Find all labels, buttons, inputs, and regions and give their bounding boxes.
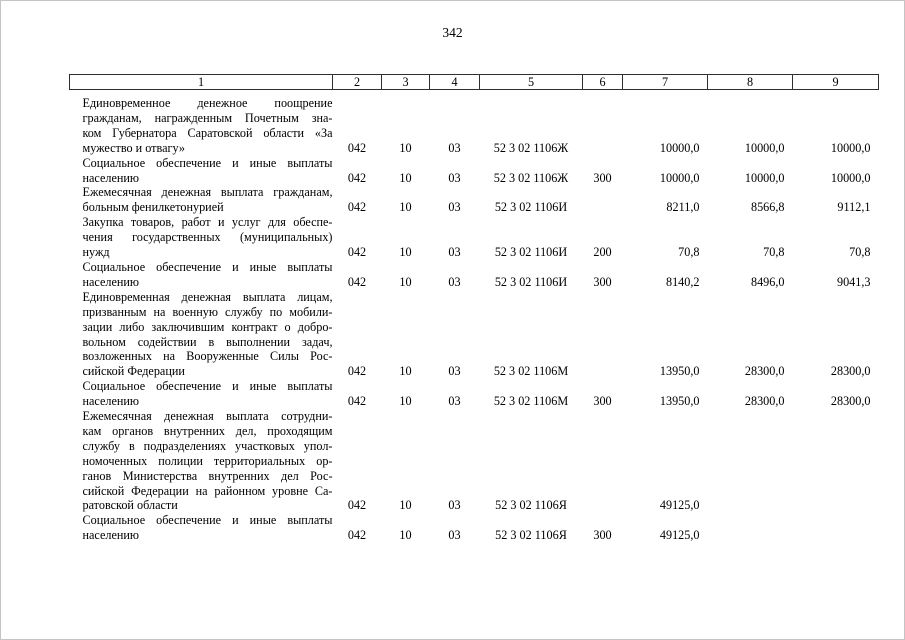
cell-col7: 10000,0 xyxy=(659,170,700,185)
header-cell-3: 3 xyxy=(382,75,430,90)
cell-col9: 10000,0 xyxy=(830,170,871,185)
cell-col7: 10000,0 xyxy=(659,140,700,155)
item-name-line: чения государственных (муниципальных) xyxy=(82,230,333,245)
item-name-line: Единовременное денежное поощрение xyxy=(82,96,333,110)
cell-col2: 042 xyxy=(347,200,367,215)
item-name-cell xyxy=(70,379,333,409)
cell-col5: 52 3 02 1106И xyxy=(494,245,568,260)
item-name-line: населению xyxy=(82,274,140,289)
item-name-cell xyxy=(70,90,333,156)
cell-col3: 10 xyxy=(399,140,412,155)
header-cell-5: 5 xyxy=(480,75,583,90)
cell-col8: 8566,8 xyxy=(750,200,785,215)
cell-col7: 49125,0 xyxy=(659,528,700,543)
item-name-line: сийской Федерации на районном уровне Са- xyxy=(82,483,333,498)
table-row xyxy=(70,379,879,409)
table-row xyxy=(70,260,879,290)
table-row xyxy=(70,215,879,260)
item-name-cell xyxy=(70,185,333,215)
cell-col2: 042 xyxy=(347,394,367,409)
cell-col6 xyxy=(583,290,623,379)
cell-col4: 03 xyxy=(448,364,461,379)
cell-col2: 042 xyxy=(347,245,367,260)
item-name-line: Социальное обеспечение и иные выплаты xyxy=(82,259,333,274)
cell-col4: 03 xyxy=(448,170,461,185)
cell-col2: 042 xyxy=(347,498,367,513)
budget-table xyxy=(69,74,879,543)
cell-col3: 10 xyxy=(399,394,412,409)
cell-col4: 03 xyxy=(448,274,461,289)
page-number: 342 xyxy=(442,25,463,40)
cell-col5: 52 3 02 1106Я xyxy=(495,498,567,513)
item-name-line: вольном содействии в выполнении задач, xyxy=(82,334,333,349)
cell-col4: 03 xyxy=(448,498,461,513)
item-name-line: Закупка товаров, работ и услуг для обеспе- xyxy=(82,215,333,230)
cell-col6 xyxy=(583,185,623,215)
table-row xyxy=(70,290,879,379)
cell-col6: 200 xyxy=(593,245,612,260)
cell-col8: 10000,0 xyxy=(744,140,785,155)
item-name-cell xyxy=(70,156,333,186)
header-cell-4: 4 xyxy=(430,75,480,90)
item-name-line: сийской Федерации xyxy=(82,364,185,379)
cell-col8 xyxy=(708,409,793,513)
cell-col3: 10 xyxy=(399,364,412,379)
cell-col8 xyxy=(708,513,793,543)
cell-col3: 10 xyxy=(399,170,412,185)
item-name-line: населению xyxy=(82,394,140,409)
cell-col3: 10 xyxy=(399,528,412,543)
item-name-line: призванным на военную службу по мобили- xyxy=(82,304,333,319)
cell-col6: 300 xyxy=(593,394,612,409)
cell-col5: 52 3 02 1106Ж xyxy=(493,140,569,155)
cell-col9: 10000,0 xyxy=(830,140,871,155)
cell-col7: 70,8 xyxy=(678,245,700,260)
cell-col8: 28300,0 xyxy=(744,364,785,379)
cell-col2: 042 xyxy=(347,140,367,155)
cell-col5: 52 3 02 1106И xyxy=(494,200,568,215)
item-name-line: номоченных полиции территориальных ор- xyxy=(82,453,333,468)
cell-col9: 9112,1 xyxy=(837,200,871,215)
cell-col9: 9041,3 xyxy=(836,274,871,289)
table-row xyxy=(70,90,879,156)
cell-col9 xyxy=(793,513,879,543)
item-name-cell xyxy=(70,215,333,260)
item-name-line: Социальное обеспечение и иные выплаты xyxy=(82,155,333,170)
item-name-cell xyxy=(70,409,333,513)
cell-col5: 52 3 02 1106М xyxy=(493,394,569,409)
cell-col6: 300 xyxy=(593,274,612,289)
header-cell-8: 8 xyxy=(708,75,793,90)
cell-col8: 28300,0 xyxy=(744,394,785,409)
item-name-line: ганов Министерства внутренних дел Рос- xyxy=(82,468,333,483)
cell-col3: 10 xyxy=(399,200,412,215)
cell-col2: 042 xyxy=(347,170,367,185)
cell-col9: 28300,0 xyxy=(830,394,871,409)
item-name-line: кам органов внутренних дел, проходящим xyxy=(82,423,333,438)
item-name-cell xyxy=(70,260,333,290)
header-cell-6: 6 xyxy=(583,75,623,90)
cell-col4: 03 xyxy=(448,528,461,543)
cell-col6: 300 xyxy=(593,528,612,543)
table-row xyxy=(70,156,879,186)
cell-col2: 042 xyxy=(347,528,367,543)
cell-col3: 10 xyxy=(399,274,412,289)
cell-col5: 52 3 02 1106И xyxy=(494,274,568,289)
cell-col5: 52 3 02 1106Ж xyxy=(493,170,569,185)
cell-col7: 49125,0 xyxy=(659,498,700,513)
item-name-line: Социальное обеспечение и иные выплаты xyxy=(82,379,333,394)
item-name-cell xyxy=(70,513,333,543)
cell-col8: 10000,0 xyxy=(744,170,785,185)
cell-col9: 70,8 xyxy=(849,245,871,260)
item-name-line: возложенных на Вооруженные Силы Рос- xyxy=(82,349,333,364)
item-name-line: гражданам, награжденным Почетным зна- xyxy=(82,110,333,125)
cell-col2: 042 xyxy=(347,364,367,379)
item-name-line: зации либо заключившим контракт о добро- xyxy=(82,319,333,334)
cell-col7: 8211,0 xyxy=(666,200,700,215)
cell-col5: 52 3 02 1106М xyxy=(493,364,569,379)
cell-col9: 28300,0 xyxy=(830,364,871,379)
header-cell-9: 9 xyxy=(793,75,879,90)
cell-col7: 8140,2 xyxy=(665,274,700,289)
item-name-line: службу в подразделениях участковых упол- xyxy=(82,438,333,453)
cell-col4: 03 xyxy=(448,200,461,215)
cell-col8: 8496,0 xyxy=(750,274,785,289)
cell-col6 xyxy=(583,90,623,156)
cell-col6 xyxy=(583,409,623,513)
cell-col3: 10 xyxy=(399,245,412,260)
cell-col7: 13950,0 xyxy=(659,394,700,409)
cell-col9 xyxy=(793,409,879,513)
table-body xyxy=(70,90,879,544)
table-row xyxy=(70,513,879,543)
table-row xyxy=(70,185,879,215)
header-row xyxy=(70,75,879,90)
cell-col4: 03 xyxy=(448,394,461,409)
item-name-line: Ежемесячная денежная выплата гражданам, xyxy=(82,185,333,200)
cell-col6: 300 xyxy=(593,170,612,185)
item-name-line: населению xyxy=(82,170,140,185)
cell-col4: 03 xyxy=(448,140,461,155)
cell-col3: 10 xyxy=(399,498,412,513)
item-name-line: населению xyxy=(82,528,140,543)
item-name-line: Социальное обеспечение и иные выплаты xyxy=(82,513,333,528)
item-name-line: больным фенилкетонурией xyxy=(82,200,224,215)
item-name-cell xyxy=(70,290,333,379)
cell-col2: 042 xyxy=(347,274,367,289)
item-name-line: ком Губернатора Саратовской области «За xyxy=(82,125,333,140)
cell-col4: 03 xyxy=(448,245,461,260)
item-name-line: Единовременная денежная выплата лицам, xyxy=(82,289,333,304)
header-cell-7: 7 xyxy=(623,75,708,90)
cell-col8: 70,8 xyxy=(763,245,785,260)
cell-col7: 13950,0 xyxy=(659,364,700,379)
cell-col5: 52 3 02 1106Я xyxy=(495,528,567,543)
item-name-line: нужд xyxy=(82,245,110,260)
item-name-line: мужество и отвагу» xyxy=(82,140,185,155)
item-name-line: Ежемесячная денежная выплата сотрудни- xyxy=(82,409,333,424)
header-cell-2: 2 xyxy=(333,75,382,90)
item-name-line: ратовской области xyxy=(82,498,178,513)
table-row xyxy=(70,409,879,513)
header-cell-1: 1 xyxy=(70,75,333,90)
